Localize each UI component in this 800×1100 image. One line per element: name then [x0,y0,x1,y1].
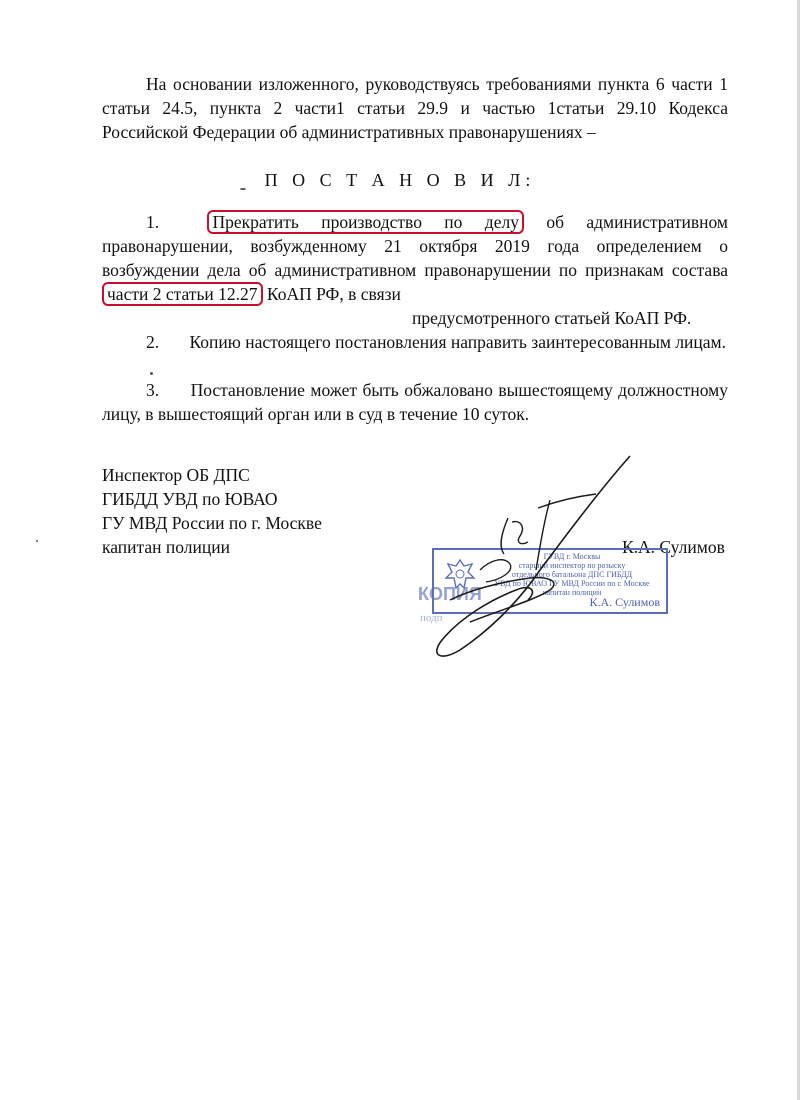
copy-stamp-subtext: подп [420,612,443,624]
stamp-text: ГУВД г. Москвы старший инспектор по розыску отдельного батальона ДПС ГИБДД УВД по ЮВАО ГУ МВД России по г. Москве капитан полиции [494,552,650,597]
signer-position-line-2: ГИБДД УВД по ЮВАО [102,489,278,509]
signer-position-line-3: ГУ МВД России по г. Москве [102,513,322,533]
item-2-text: Копию настоящего постановления направить заинтересованным лицам. [189,332,727,352]
item-3-number: 3. [146,380,160,400]
signer-rank: капитан полиции [102,537,230,557]
copy-stamp-text: КОПИЯ [418,584,482,604]
item-3-paragraph [102,378,728,426]
item-1-number: 1. [146,212,160,232]
scan-speck [150,372,153,375]
item-3-text: Постановление может быть обжаловано вышестоящему должностному лицу, в вышестоящий орган или в суд в течение 10 суток. [102,380,729,424]
item-1-paragraph [102,210,728,306]
highlight-article-reference: части 2 статьи 12.27 [102,282,263,306]
signer-position-line-1: Инспектор ОБ ДПС [102,465,250,485]
handwritten-signature [420,450,650,670]
document-title: П О С Т А Н О В И Л: [264,170,536,190]
item-2-paragraph [102,330,728,354]
signer-name: К.А. Сулимов [622,537,725,557]
item-1-continuation: предусмотренного статьей КоАП РФ. [412,308,692,328]
highlight-terminate-proceedings: Прекратить производство по делу [207,210,523,234]
intro-paragraph: На основании изложенного, руководствуясь требованиями пункта 6 части 1 статьи 24.5, пункта 2 части1 статьи 29.9 и частью 1статьи 29.10 Кодекса Российской Федерации об административных правонарушениях – [102,74,728,142]
item-1-text-part1: об административном правонарушении, возбужденному 21 октября 2019 года определением о возбуждении дела об административном правонарушении по признакам состава [102,212,728,280]
scan-speck [36,540,38,542]
item-2-number: 2. [146,332,160,352]
stamp-name: К.А. Сулимов [589,595,660,609]
item-1-text-part2: КоАП РФ, в связи [262,284,401,304]
scan-speck [240,188,246,190]
